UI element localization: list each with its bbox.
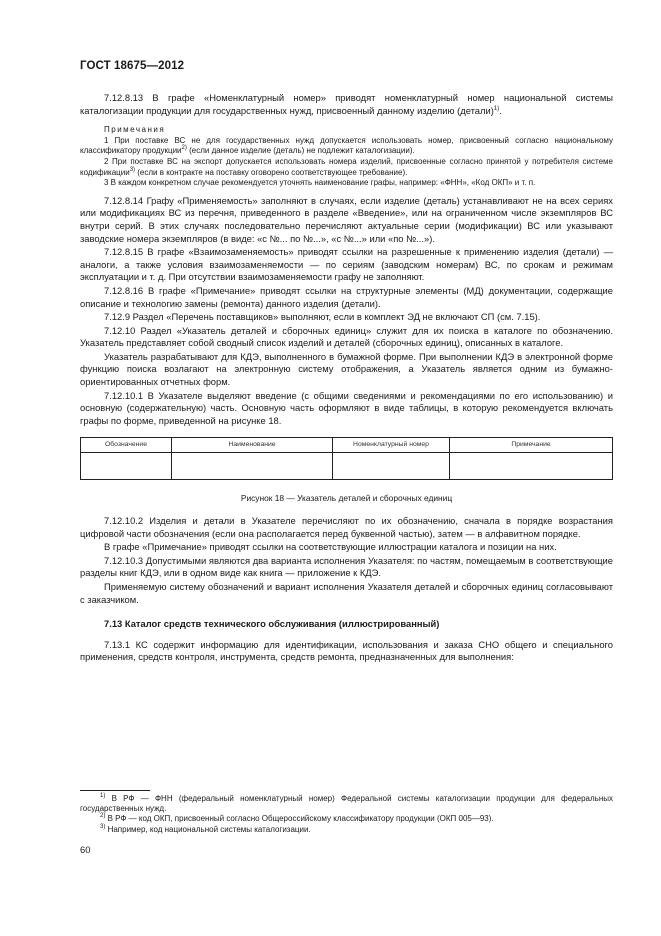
footnotes [80, 790, 613, 835]
table-cell [333, 453, 450, 480]
column-header: Номенклатурный номер [333, 438, 450, 453]
column-header: Обозначение [81, 438, 172, 453]
paragraph-7-12-8-14: 7.12.8.14 Графу «Применяемость» заполняют в случаях, если изделие (деталь) устанавливают не на всех сериях или модификациях ВС из перечня, приведенного в разделе «Введение», или на ограниченном числе экземпляров ВС внутри серий. В этих случаях последовательно перечисляют актуальные серии (модификации) ВС или указывают заводские номера экземпляров (в виде: «с №... по №...», «с №...» или «по №...»). [80, 194, 613, 244]
column-header: Примечание [450, 438, 613, 453]
paragraph-7-12-10-2: 7.12.10.2 Изделия и детали в Указателе перечисляют по их обозначению, сначала в порядке возрастания цифровой части обозначения (если она располагается перед буквенной частью), затем — в алфавитном порядке. [80, 515, 613, 539]
paragraph-7-12-10-3: 7.12.10.3 Допустимыми являются два варианта исполнения Указателя: по частям, помещаемым в соответствующие разделы книг КДЭ, или в одном виде как книга — приложение к КДЭ. [80, 554, 613, 579]
document-header: ГОСТ 18675—2012 [80, 60, 185, 72]
paragraph-7-13-1: 7.13.1 КС содержит информацию для идентификации, использования и заказа СНО общего и специального применения, средств контроля, инструмента, средств ремонта, предназначенных для выполнения: [80, 638, 613, 663]
paragraph-primenyaemuyu: Применяемую систему обозначений и вариант исполнения Указателя деталей и сборочных единиц согласовывают с заказчиком. [80, 581, 613, 605]
column-header: Наименование [172, 438, 333, 453]
figure-18-table [80, 437, 613, 480]
table-cell [172, 453, 333, 480]
section-heading-7-13: 7.13 Каталог средств технического обслуживания (иллюстрированный) [104, 618, 440, 630]
note-2: 2 При поставке ВС на экспорт допускается использовать номера изделий, присвоенные согласно принятой у потребителя системе кодификации$^{3)}$ (если в контракте на поставку оговорено соответствующее требование). [80, 156, 613, 177]
footnote-divider [80, 790, 150, 791]
notes-block [80, 125, 613, 189]
paragraph-ukazatel: Указатель разрабатывают для КДЭ, выполненного в бумажной форме. При выполнении КДЭ в электронной форме функцию поиска возлагают на электронную систему отображения, а Указатель является одним из бумажно-ориентированных отчетных форм. [80, 350, 613, 388]
paragraph-7-12-8-15: 7.12.8.15 В графе «Взаимозаменяемость» приводят ссылки на разрешенные к применению изделия (детали) — аналоги, а также условия взаимозаменяемости — по сериям (заводским номерам) ВС, по срокам и режимам эксплуатации и т. д. При отсутствии взаимозаменяемости графу не заполняют. [80, 246, 613, 283]
paragraph-7-12-8-16: 7.12.8.16 В графе «Примечание» приводят ссылки на структурные элементы (МД) документации, содержащие описание и технологию замены (ремонта) данного изделия (детали). [80, 284, 613, 309]
paragraph-primechanie: В графе «Примечание» приводят ссылки на соответствующие иллюстрации каталога и позиции на них. [104, 541, 557, 553]
footnote-3: $^{3)}$ Например, код национальной системы каталогизации. [100, 823, 311, 834]
note-3: 3 В каждом конкретном случае рекомендуется уточнять наименование графы, например: «ФНН», «Код ОКП» и т. п. [104, 178, 536, 188]
figure-empty-row [81, 453, 613, 480]
page-number: 60 [80, 844, 91, 855]
paragraph-7-12-9: 7.12.9 Раздел «Перечень поставщиков» выполняют, если в комплект ЭД не включают СП (см. 7.15). [104, 311, 541, 323]
figure-header-row [81, 438, 613, 453]
footnote-ref-1: 1) [493, 105, 500, 112]
paragraph-7-12-10: 7.12.10 Раздел «Указатель деталей и сборочных единиц» служит для их поиска в каталоге по обозначению. Указатель представляет собой сводный список изделий и деталей (сборочных единиц), описанных в каталоге. [80, 324, 613, 349]
body-text [80, 92, 613, 664]
footnote-2: $^{2)}$ В РФ — код ОКП, присвоенный согласно Общероссийскому классификатору продукции (ОКП 005—93). [100, 813, 494, 824]
figure-caption: Рисунок 18 — Указатель деталей и сборочных единиц [240, 493, 453, 504]
footnote-ref-2: 2) [181, 145, 187, 152]
footnote-ref-3: 3) [129, 166, 136, 173]
notes-title: Примечания [104, 125, 166, 135]
footnote-1: $^{1)}$ В РФ — ФНН (федеральный номенклатурный номер) Федеральной системы каталогизации продукции для федеральных государственных нужд. [80, 793, 613, 814]
table-cell [450, 453, 613, 480]
paragraph-7-12-10-1: 7.12.10.1 В Указателе выделяют введение (с общими сведениями и рекомендациями по его использованию) и основную (содержательную) часть. Основную часть оформляют в виде таблицы, в которую рекомендуется включать графы по форме, приведенной на рисунке 18. [80, 389, 613, 426]
note-1: 1 При поставке ВС не для государственных нужд допускается использовать номер, присвоенный согласно национальному классификатору продукции$^{2)}$ (если данное изделие (деталь) не подлежит каталогизации). [80, 135, 613, 156]
paragraph-7-12-8-13: 7.12.8.13 В графе «Номенклатурный номер» приводят номенклатурный номер национальной системы каталогизации продукции для государственных нужд, присвоенный данному изделию (детали)$^{1)}$. [80, 92, 613, 116]
table-cell [81, 453, 172, 480]
